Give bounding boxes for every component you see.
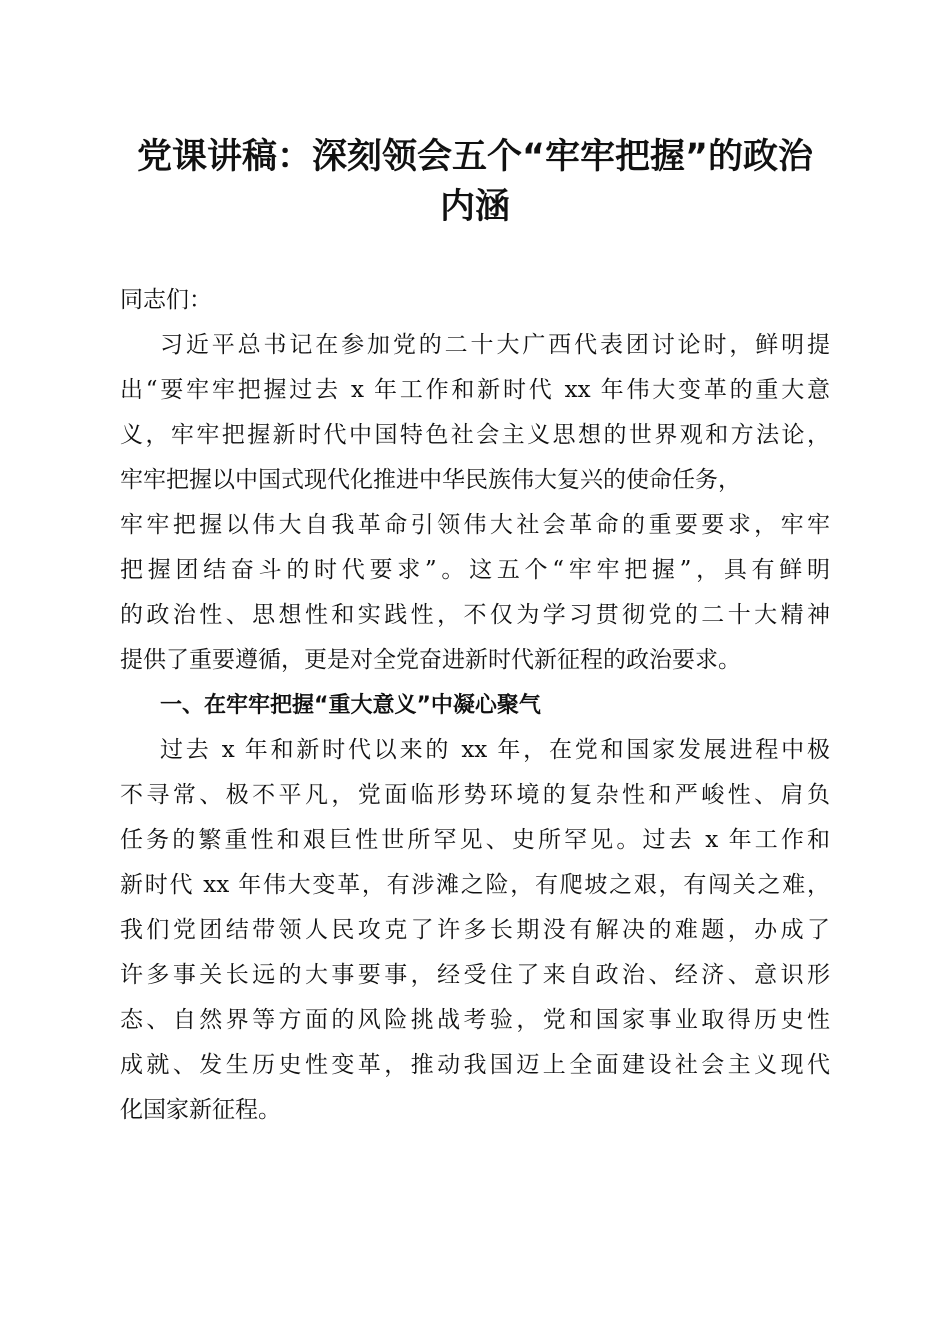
- paragraph-line: 新时代 xx 年伟大变革，有涉滩之险，有爬坡之艰，有闯关之难，: [120, 872, 830, 898]
- paragraph-line: 化国家新征程。: [120, 1097, 281, 1123]
- title-line-1: 党课讲稿：深刻领会五个“牢牢把握”的政治: [136, 137, 813, 177]
- paragraph-line: 出“要牢牢把握过去 x 年工作和新时代 xx 年伟大变革的重大意: [120, 377, 830, 403]
- paragraph-line: 的政治性、思想性和实践性，不仅为学习贯彻党的二十大精神: [120, 602, 830, 628]
- paragraph-line: 成就、发生历史性变革，推动我国迈上全面建设社会主义现代: [120, 1052, 830, 1078]
- paragraph-line: 义，牢牢把握新时代中国特色社会主义思想的世界观和方法论，: [120, 422, 830, 448]
- paragraph-line: 我们党团结带领人民攻克了许多长期没有解决的难题，办成了: [120, 917, 830, 943]
- document-title: [100, 132, 850, 232]
- title-line-2: 内涵: [439, 187, 510, 227]
- section-heading-1: 一、在牢牢把握“重大意义”中凝心聚气: [160, 693, 541, 718]
- paragraph-line: 态、自然界等方面的风险挑战考验，党和国家事业取得历史性: [120, 1007, 830, 1033]
- paragraph-line: 把握团结奋斗的时代要求”。这五个“牢牢把握”，具有鲜明: [120, 557, 830, 583]
- paragraph-line: 许多事关长远的大事要事，经受住了来自政治、经济、意识形: [120, 962, 830, 988]
- paragraph-line: 不寻常、极不平凡，党面临形势环境的复杂性和严峻性、肩负: [120, 782, 830, 808]
- paragraph-line: 任务的繁重性和艰巨性世所罕见、史所罕见。过去 x 年工作和: [120, 827, 830, 853]
- salutation: 同志们：: [120, 287, 212, 313]
- document-body: [120, 278, 830, 1133]
- paragraph-line: 牢牢把握以中国式现代化推进中华民族伟大复兴的使命任务，: [120, 467, 741, 493]
- paragraph-line: 过去 x 年和新时代以来的 xx 年，在党和国家发展进程中极: [160, 737, 830, 763]
- paragraph-section-1: [120, 728, 830, 1133]
- paragraph-line: 提供了重要遵循，更是对全党奋进新时代新征程的政治要求。: [120, 647, 741, 673]
- paragraph-line: 习近平总书记在参加党的二十大广西代表团讨论时，鲜明提: [160, 332, 830, 358]
- paragraph-intro: [120, 323, 830, 683]
- paragraph-line: 牢牢把握以伟大自我革命引领伟大社会革命的重要要求，牢牢: [120, 512, 830, 538]
